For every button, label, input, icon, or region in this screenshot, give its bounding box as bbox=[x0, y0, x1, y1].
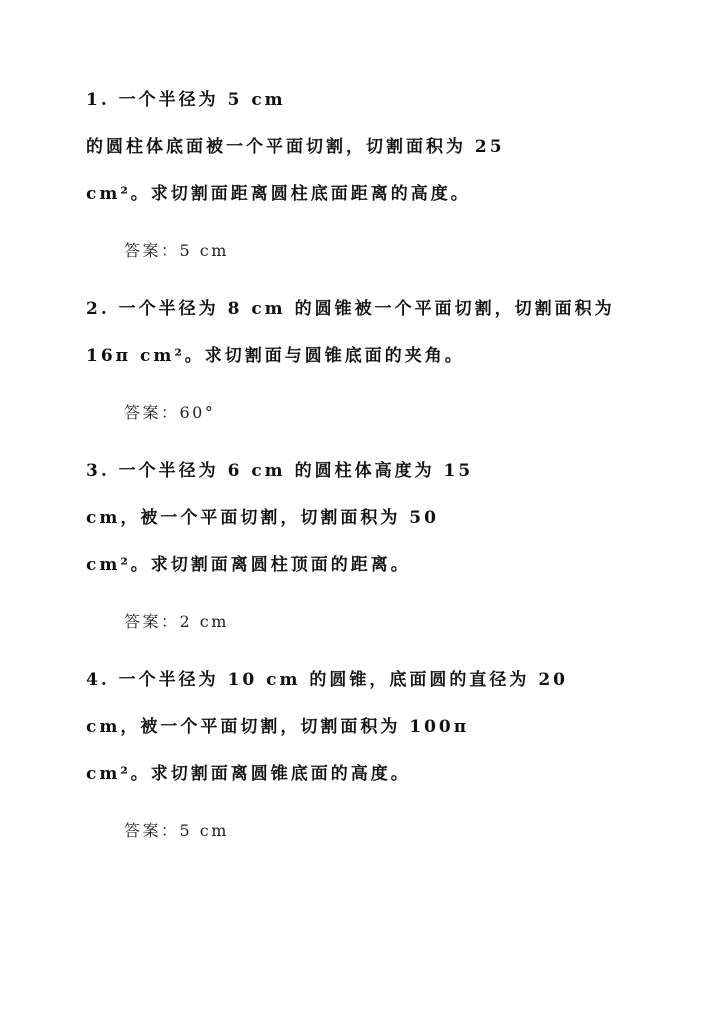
question-4-answer: 答案：5 cm bbox=[124, 821, 229, 840]
question-4-line-3: cm²。求切割面离圆锥底面的高度。 bbox=[86, 764, 411, 784]
question-1-line-2: 的圆柱体底面被一个平面切割，切割面积为 25 bbox=[86, 137, 505, 157]
question-3-line-1: 3. 一个半径为 6 cm 的圆柱体高度为 15 bbox=[86, 461, 474, 481]
question-2-line-1: 2. 一个半径为 8 cm 的圆锥被一个平面切割，切割面积为 bbox=[86, 299, 615, 319]
question-3-line-2: cm，被一个平面切割，切割面积为 50 bbox=[86, 508, 439, 528]
question-1-answer: 答案：5 cm bbox=[124, 241, 229, 260]
question-4-line-2: cm，被一个平面切割，切割面积为 100π bbox=[86, 717, 470, 737]
question-3-answer: 答案：2 cm bbox=[124, 612, 229, 631]
question-1-line-1: 1. 一个半径为 5 cm bbox=[86, 90, 286, 110]
question-2-answer: 答案：60° bbox=[124, 403, 216, 422]
question-2-line-2: 16π cm²。求切割面与圆锥底面的夹角。 bbox=[86, 346, 465, 366]
question-4-line-1: 4. 一个半径为 10 cm 的圆锥，底面圆的直径为 20 bbox=[86, 670, 568, 690]
question-1-line-3: cm²。求切割面距离圆柱底面距离的高度。 bbox=[86, 184, 471, 204]
question-3-line-3: cm²。求切割面离圆柱顶面的距离。 bbox=[86, 555, 411, 575]
